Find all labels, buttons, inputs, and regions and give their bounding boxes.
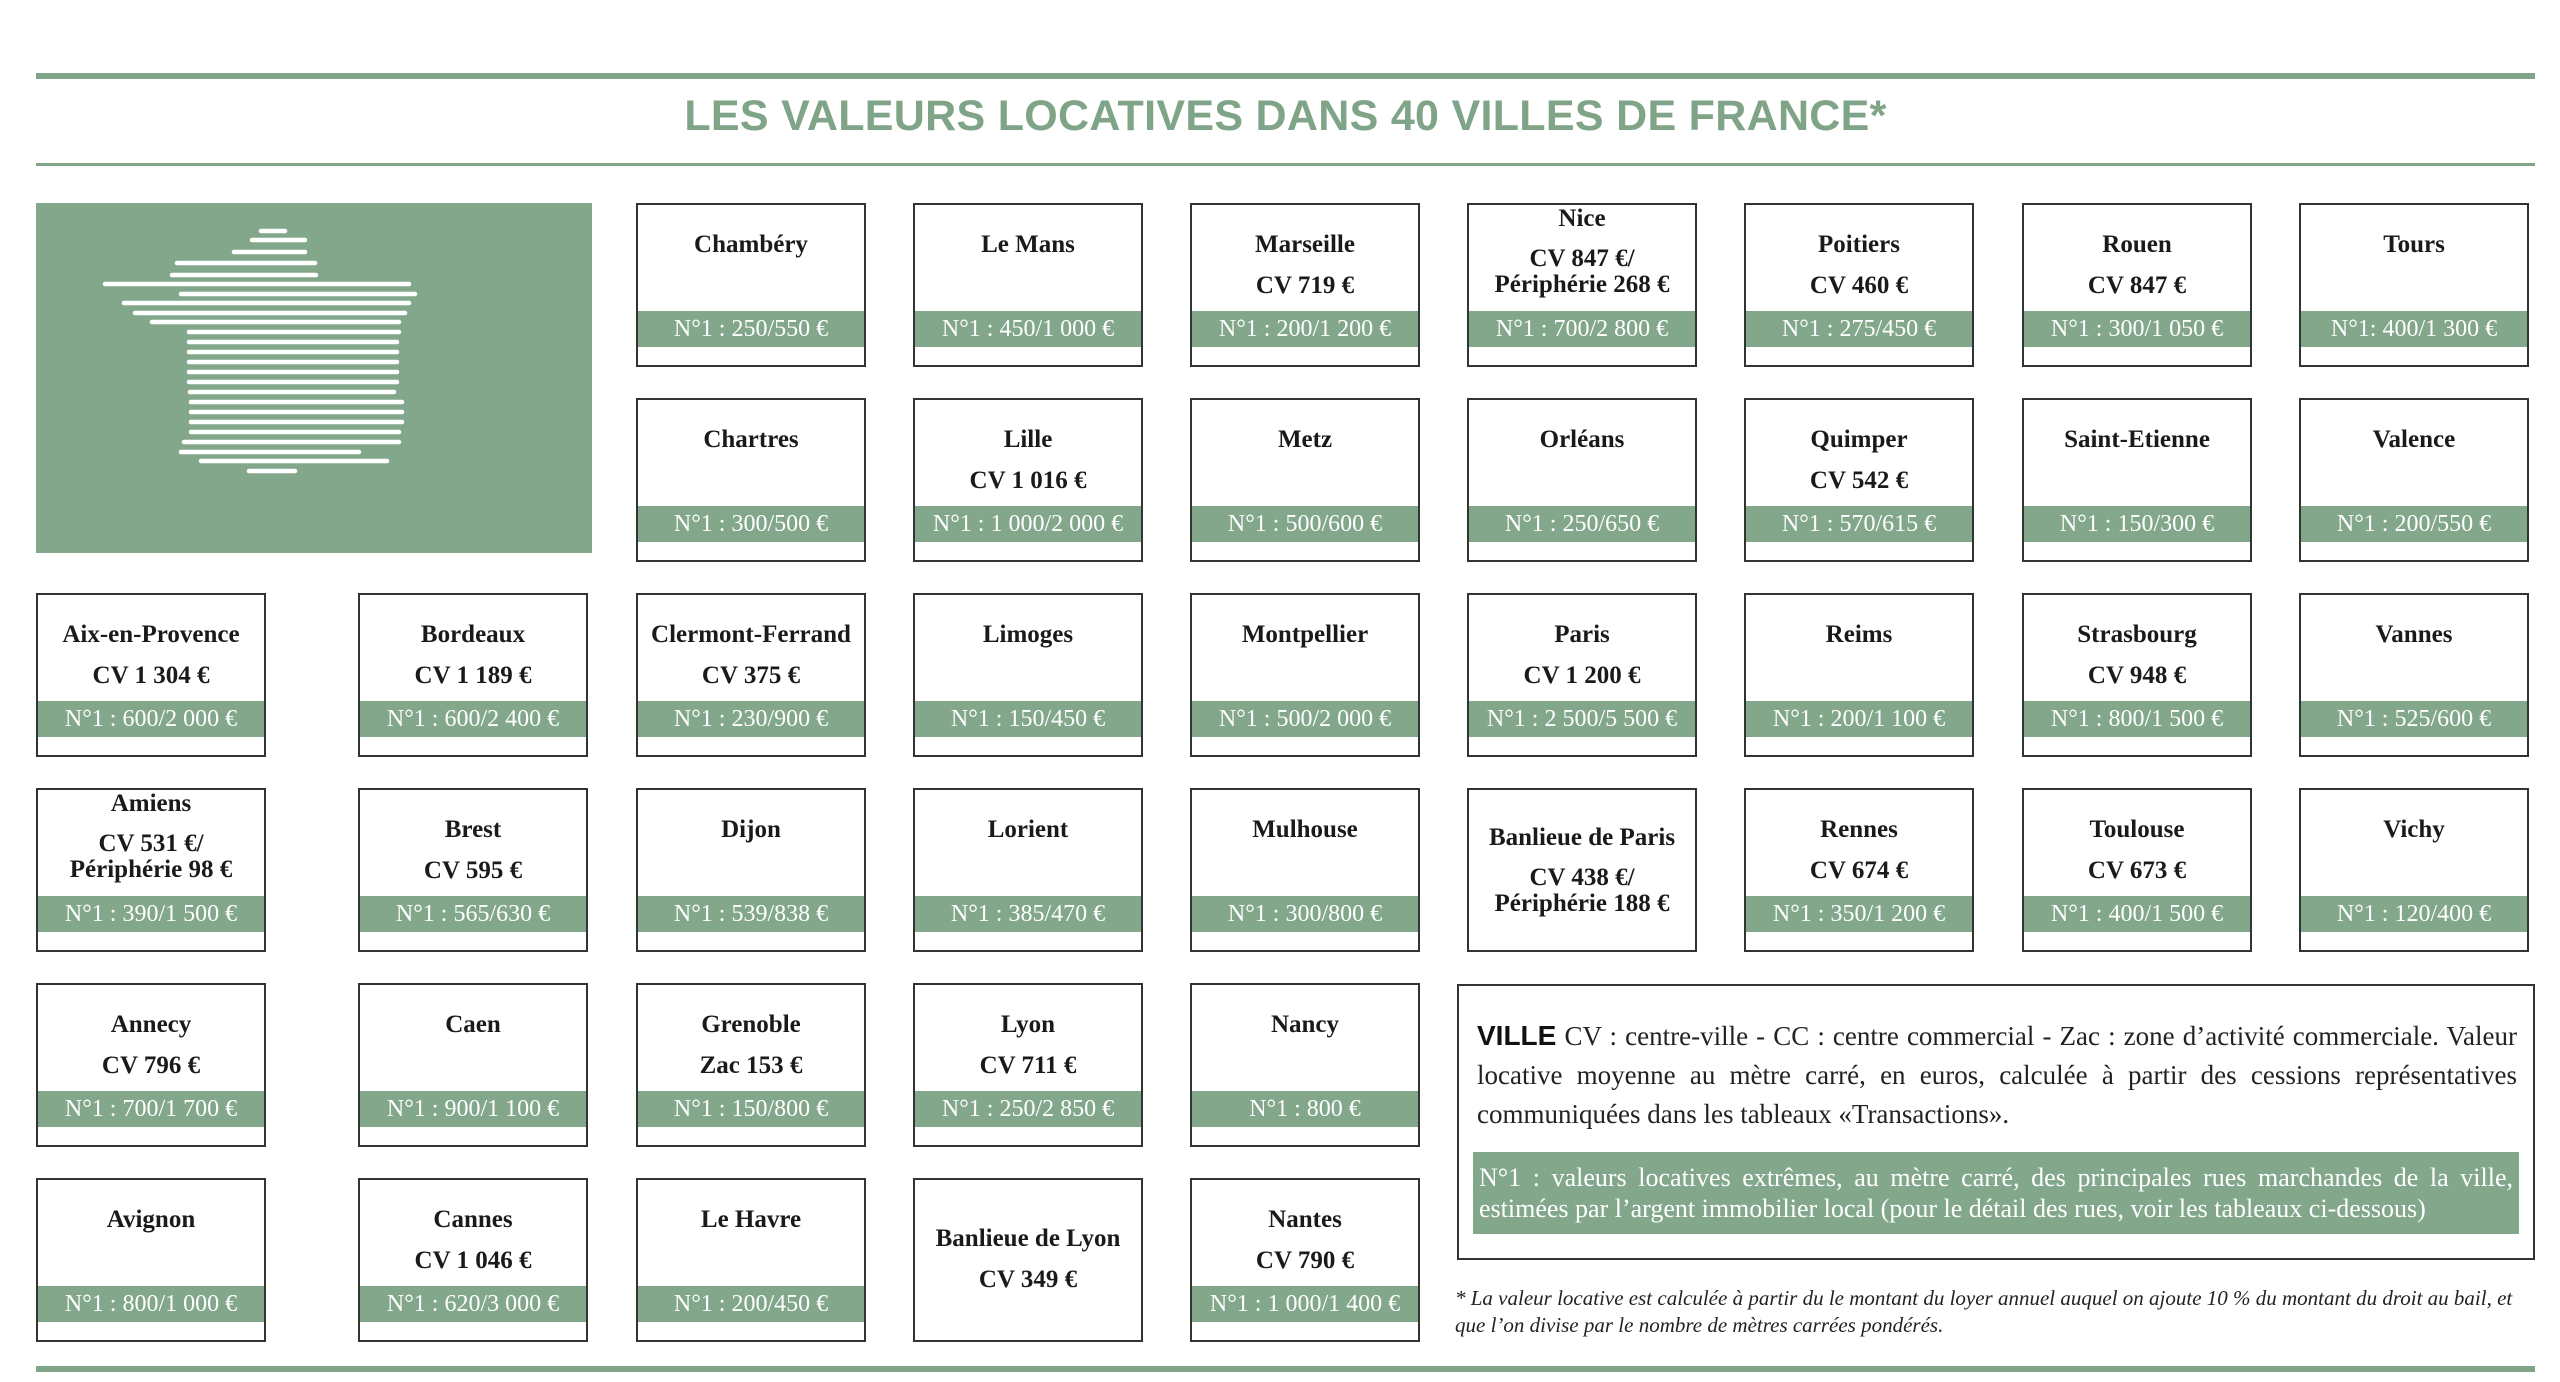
- city-card: [2022, 203, 2252, 367]
- city-n1-band: N°1 : 500/600 €: [1192, 506, 1418, 542]
- city-n1-band: N°1 : 200/1 200 €: [1192, 311, 1418, 347]
- city-card: [1190, 398, 1420, 562]
- city-n1-band: N°1 : 250/650 €: [1469, 506, 1695, 542]
- city-n1-band: N°1 : 150/800 €: [638, 1091, 864, 1127]
- city-cv-value: CV 790 €: [1255, 1247, 1355, 1274]
- city-n1-band: N°1 : 570/615 €: [1746, 506, 1972, 542]
- city-name: Caen: [445, 1011, 501, 1038]
- city-card: [2299, 788, 2529, 952]
- city-cv-value: CV 595 €: [423, 857, 523, 884]
- city-card: [1190, 983, 1420, 1147]
- city-card: [1744, 398, 1974, 562]
- city-n1-band: N°1 : 350/1 200 €: [1746, 896, 1972, 932]
- city-name: Annecy: [110, 1011, 192, 1038]
- city-cv-value: CV 674 €: [1809, 857, 1909, 884]
- city-n1-band: N°1 : 230/900 €: [638, 701, 864, 737]
- city-n1-band: N°1 : 300/800 €: [1192, 896, 1418, 932]
- city-cv-value: CV 847 €/: [1529, 245, 1635, 272]
- city-card: [913, 398, 1143, 562]
- city-n1-band: N°1 : 120/400 €: [2301, 896, 2527, 932]
- city-card: [636, 788, 866, 952]
- city-n1-band: N°1 : 600/2 400 €: [360, 701, 586, 737]
- city-cv-value: CV 438 €/: [1529, 864, 1635, 891]
- city-name: Rennes: [1820, 816, 1898, 843]
- city-cv-value: CV 531 €/: [98, 830, 204, 857]
- city-card: [1190, 788, 1420, 952]
- legend-box: [1457, 984, 2535, 1260]
- city-n1-band: N°1 : 620/3 000 €: [360, 1286, 586, 1322]
- france-map-icon: [36, 203, 592, 553]
- city-name: Lyon: [1000, 1011, 1056, 1038]
- city-cv-value: CV 948 €: [2087, 662, 2187, 689]
- city-card: [1467, 593, 1697, 757]
- city-cv-value: CV 375 €: [701, 662, 801, 689]
- city-name: Avignon: [106, 1206, 196, 1233]
- city-name: Aix-en-Provence: [62, 621, 240, 648]
- city-n1-band: N°1 : 565/630 €: [360, 896, 586, 932]
- city-name: Rouen: [2102, 231, 2172, 258]
- city-n1-band: N°1: 400/1 300 €: [2301, 311, 2527, 347]
- city-cv-value: CV 847 €: [2087, 272, 2187, 299]
- city-card: [358, 983, 588, 1147]
- city-cv-value: CV 711 €: [979, 1052, 1077, 1079]
- city-card: [636, 593, 866, 757]
- city-name: Clermont-Ferrand: [651, 621, 851, 648]
- city-card: [913, 203, 1143, 367]
- city-card: [358, 593, 588, 757]
- city-n1-band: N°1 : 275/450 €: [1746, 311, 1972, 347]
- city-n1-band: N°1 : 800/1 500 €: [2024, 701, 2250, 737]
- city-name: Banlieue de Paris: [1488, 824, 1676, 851]
- city-n1-band: N°1 : 525/600 €: [2301, 701, 2527, 737]
- city-n1-band: N°1 : 250/550 €: [638, 311, 864, 347]
- city-card: [1467, 203, 1697, 367]
- city-name: Metz: [1277, 426, 1333, 453]
- city-card: [913, 983, 1143, 1147]
- city-name: Saint-Etienne: [2064, 426, 2210, 453]
- city-n1-band: N°1 : 800 €: [1192, 1091, 1418, 1127]
- city-name: Le Havre: [700, 1206, 802, 1233]
- city-name: Le Mans: [981, 231, 1075, 258]
- city-name: Orléans: [1539, 426, 1625, 453]
- city-n1-band: N°1 : 150/450 €: [915, 701, 1141, 737]
- city-name: Mulhouse: [1252, 816, 1358, 843]
- city-name: Vannes: [2375, 621, 2453, 648]
- city-name: Reims: [1825, 621, 1893, 648]
- city-n1-band: N°1 : 200/1 100 €: [1746, 701, 1972, 737]
- city-name: Bordeaux: [420, 621, 526, 648]
- page-title: LES VALEURS LOCATIVES DANS 40 VILLES DE FRANCE*: [684, 92, 1887, 140]
- city-card: [358, 788, 588, 952]
- city-cv-value: CV 719 €: [1255, 272, 1355, 299]
- city-cv-value: CV 1 016 €: [969, 467, 1087, 494]
- city-name: Quimper: [1810, 426, 1908, 453]
- city-n1-band: N°1 : 1 000/1 400 €: [1192, 1286, 1418, 1322]
- city-card: [1744, 593, 1974, 757]
- city-n1-band: N°1 : 390/1 500 €: [38, 896, 264, 932]
- city-name: Tours: [2383, 231, 2445, 258]
- city-name: Chartres: [703, 426, 799, 453]
- city-card: [1744, 788, 1974, 952]
- city-card: [2022, 593, 2252, 757]
- city-name: Lille: [1003, 426, 1053, 453]
- city-card: [1467, 398, 1697, 562]
- city-n1-band: N°1 : 500/2 000 €: [1192, 701, 1418, 737]
- title-underline: [36, 163, 2535, 166]
- city-card: [36, 1178, 266, 1342]
- city-card: [2299, 398, 2529, 562]
- city-name: Lorient: [987, 816, 1069, 843]
- city-name: Montpellier: [1241, 621, 1369, 648]
- city-card: [636, 203, 866, 367]
- city-cv-value: CV 1 189 €: [414, 662, 532, 689]
- city-card: [1190, 593, 1420, 757]
- city-card: [358, 1178, 588, 1342]
- city-name: Limoges: [982, 621, 1074, 648]
- city-cv-value: CV 1 304 €: [92, 662, 210, 689]
- footnote: * La valeur locative est calculée à partir du le montant du loyer annuel auquel on ajoute 10 % du montant du droit au bail, et que l’on divise par le nombre de mètres carrées pondérés.: [1455, 1286, 2513, 1337]
- city-cv-value: CV 460 €: [1809, 272, 1909, 299]
- city-card: [636, 1178, 866, 1342]
- legend-ville-label: VILLE: [1477, 1020, 1557, 1051]
- city-name: Brest: [444, 816, 502, 843]
- city-card: [636, 398, 866, 562]
- city-name: Nice: [1558, 205, 1606, 232]
- city-n1-band: N°1 : 150/300 €: [2024, 506, 2250, 542]
- city-name: Nancy: [1270, 1011, 1340, 1038]
- city-card: [1190, 203, 1420, 367]
- map-panel: [36, 203, 592, 553]
- city-card: [1467, 788, 1697, 952]
- city-card: [36, 983, 266, 1147]
- city-card: [1190, 1178, 1420, 1342]
- city-n1-band: N°1 : 385/470 €: [915, 896, 1141, 932]
- city-peripherie-value: Périphérie 268 €: [1494, 271, 1670, 298]
- city-peripherie-value: Périphérie 98 €: [69, 856, 233, 883]
- city-name: Dijon: [721, 816, 781, 843]
- bottom-rule: [36, 1366, 2535, 1372]
- city-n1-band: N°1 : 300/500 €: [638, 506, 864, 542]
- city-cv-value: CV 1 200 €: [1523, 662, 1641, 689]
- city-name: Chambéry: [694, 231, 808, 258]
- legend-n1-band: N°1 : valeurs locatives extrêmes, au mètre carré, des principales rues marchandes de la ville, estimées par l’argent immobilier local (pour le détail des rues, voir les tableaux ci-dessous): [1473, 1152, 2519, 1234]
- city-card: [913, 1178, 1143, 1342]
- city-name: Strasbourg: [2077, 621, 2197, 648]
- city-name: Vichy: [2383, 816, 2445, 843]
- city-card: [2022, 788, 2252, 952]
- city-card: [1744, 203, 1974, 367]
- city-card: [2299, 203, 2529, 367]
- city-card: [636, 983, 866, 1147]
- legend-text: [1477, 1016, 2517, 1134]
- legend-definitions: CV : centre-ville - CC : centre commercial - Zac : zone d’activité commerciale. Valeur locative moyenne au mètre carré, en euros, calculée à partir des cessions représentatives communiquées dans les tableaux «Transactions».: [1477, 1021, 2517, 1129]
- city-name: Banlieue de Lyon: [935, 1225, 1121, 1252]
- city-card: [36, 593, 266, 757]
- city-name: Nantes: [1268, 1206, 1342, 1233]
- city-name: Grenoble: [701, 1011, 801, 1038]
- city-peripherie-value: Périphérie 188 €: [1494, 890, 1670, 917]
- city-cv-value: CV 1 046 €: [414, 1247, 532, 1274]
- city-n1-band: N°1 : 400/1 500 €: [2024, 896, 2250, 932]
- city-card: [2022, 398, 2252, 562]
- city-n1-band: N°1 : 200/550 €: [2301, 506, 2527, 542]
- city-n1-band: N°1 : 300/1 050 €: [2024, 311, 2250, 347]
- city-cv-value: CV 796 €: [101, 1052, 201, 1079]
- city-card: [2299, 593, 2529, 757]
- city-n1-band: N°1 : 1 000/2 000 €: [915, 506, 1141, 542]
- city-n1-band: N°1 : 250/2 850 €: [915, 1091, 1141, 1127]
- city-cv-value: CV 349 €: [978, 1266, 1078, 1293]
- city-n1-band: N°1 : 539/838 €: [638, 896, 864, 932]
- city-name: Paris: [1554, 621, 1610, 648]
- city-cv-value: Zac 153 €: [699, 1052, 803, 1079]
- city-n1-band: N°1 : 900/1 100 €: [360, 1091, 586, 1127]
- city-n1-band: N°1 : 700/1 700 €: [38, 1091, 264, 1127]
- city-name: Amiens: [110, 790, 192, 817]
- city-name: Valence: [2372, 426, 2456, 453]
- top-rule: [36, 73, 2535, 79]
- city-n1-band: N°1 : 600/2 000 €: [38, 701, 264, 737]
- city-n1-band: N°1 : 200/450 €: [638, 1286, 864, 1322]
- city-name: Poitiers: [1818, 231, 1900, 258]
- city-cv-value: CV 542 €: [1809, 467, 1909, 494]
- city-n1-band: N°1 : 700/2 800 €: [1469, 311, 1695, 347]
- city-name: Cannes: [433, 1206, 513, 1233]
- city-card: [36, 788, 266, 952]
- city-name: Marseille: [1255, 231, 1355, 258]
- city-card: [913, 593, 1143, 757]
- city-n1-band: N°1 : 800/1 000 €: [38, 1286, 264, 1322]
- city-n1-band: N°1 : 450/1 000 €: [915, 311, 1141, 347]
- city-card: [913, 788, 1143, 952]
- city-n1-band: N°1 : 2 500/5 500 €: [1469, 701, 1695, 737]
- city-name: Toulouse: [2089, 816, 2185, 843]
- city-cv-value: CV 673 €: [2087, 857, 2187, 884]
